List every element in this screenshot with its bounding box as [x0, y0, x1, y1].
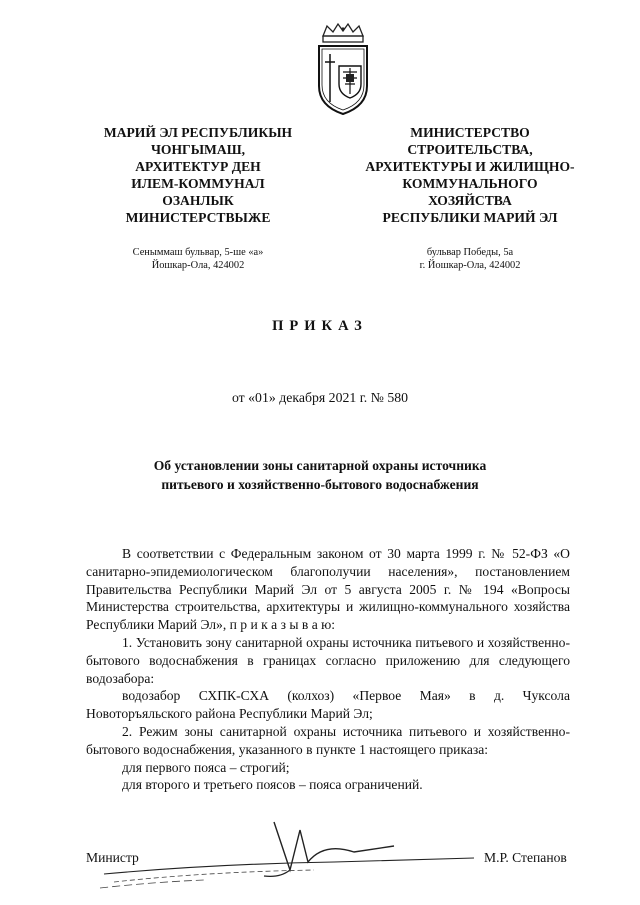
address-line: Йошкар-Ола, 424002 [151, 260, 245, 271]
ministry-name-line: МАРИЙ ЭЛ РЕСПУБЛИКЫН [103, 125, 293, 140]
paragraph: водозабор СХПК-СХА (колхоз) «Первое Мая» в д. Чуксола Новоторъяльского района Республики Марий Эл; [86, 688, 570, 722]
paragraph: для второго и третьего поясов – пояса ограничений. [122, 777, 423, 793]
ministry-name-line: СТРОИТЕЛЬСТВА, [407, 142, 533, 157]
signer-position: Министр [86, 850, 139, 865]
ministry-name-line: РЕСПУБЛИКИ МАРИЙ ЭЛ [382, 210, 558, 225]
address-russian [380, 246, 560, 272]
paragraph: для первого пояса – строгий; [122, 759, 290, 775]
paragraph: В соответствии с Федеральным законом от 30 марта 1999 г. № 52-ФЗ «О санитарно-эпидемиологическом благополучии населения», постановлением Правительства Республики Марий Эл от 5 августа 2005 г. № 194 «Вопросы Министерства строительства, архитектуры и жилищно-коммунального хозяйства Республики Марий Эл», п р и к а з ы в а ю: [86, 546, 570, 633]
ministry-name-mari [80, 124, 316, 226]
ministry-name-line: ИЛЕМ-КОММУНАЛ [131, 176, 265, 191]
document-date: от «01» декабря 2021 г. № 580 [231, 390, 409, 405]
ministry-name-line: ЧОНГЫМАШ, [150, 142, 246, 157]
address-line: г. Йошкар-Ола, 424002 [419, 260, 521, 271]
handwritten-signature-icon [94, 812, 494, 892]
ministry-name-line: МИНИСТЕРСТВЫЖЕ [125, 210, 271, 225]
address-line: бульвар Победы, 5а [426, 247, 514, 258]
document-body [86, 545, 570, 794]
paragraph: 1. Установить зону санитарной охраны источника питьевого и хозяйственно-бытового водоснабжения в границах согласно приложению для следующего водозабора: [86, 634, 570, 686]
ministry-name-line: МИНИСТЕРСТВО [410, 125, 530, 140]
ministry-name-line: КОММУНАЛЬНОГО [402, 176, 538, 191]
address-mari [100, 246, 296, 272]
subject-line: питьевого и хозяйственно-бытового водоснабжения [161, 477, 479, 492]
address-line: Сеныммаш бульвар, 5-ше «а» [132, 247, 264, 258]
document-title: ПРИКАЗ [272, 318, 368, 334]
document-subject [120, 456, 520, 494]
coat-of-arms-icon [313, 22, 373, 118]
signer-name: М.Р. Степанов [484, 850, 567, 865]
ministry-name-line: ОЗАНЛЫК [162, 193, 234, 208]
ministry-name-line: АРХИТЕКТУР ДЕН [135, 159, 261, 174]
ministry-name-line: ХОЗЯЙСТВА [428, 193, 512, 208]
paragraph: 2. Режим зоны санитарной охраны источника питьевого и хозяйственно-бытового водоснабжения, указанного в пункте 1 настоящего приказа: [86, 723, 570, 757]
ministry-name-russian [342, 124, 598, 226]
ministry-name-line: АРХИТЕКТУРЫ И ЖИЛИЩНО- [365, 159, 575, 174]
subject-line: Об установлении зоны санитарной охраны источника [153, 458, 487, 473]
